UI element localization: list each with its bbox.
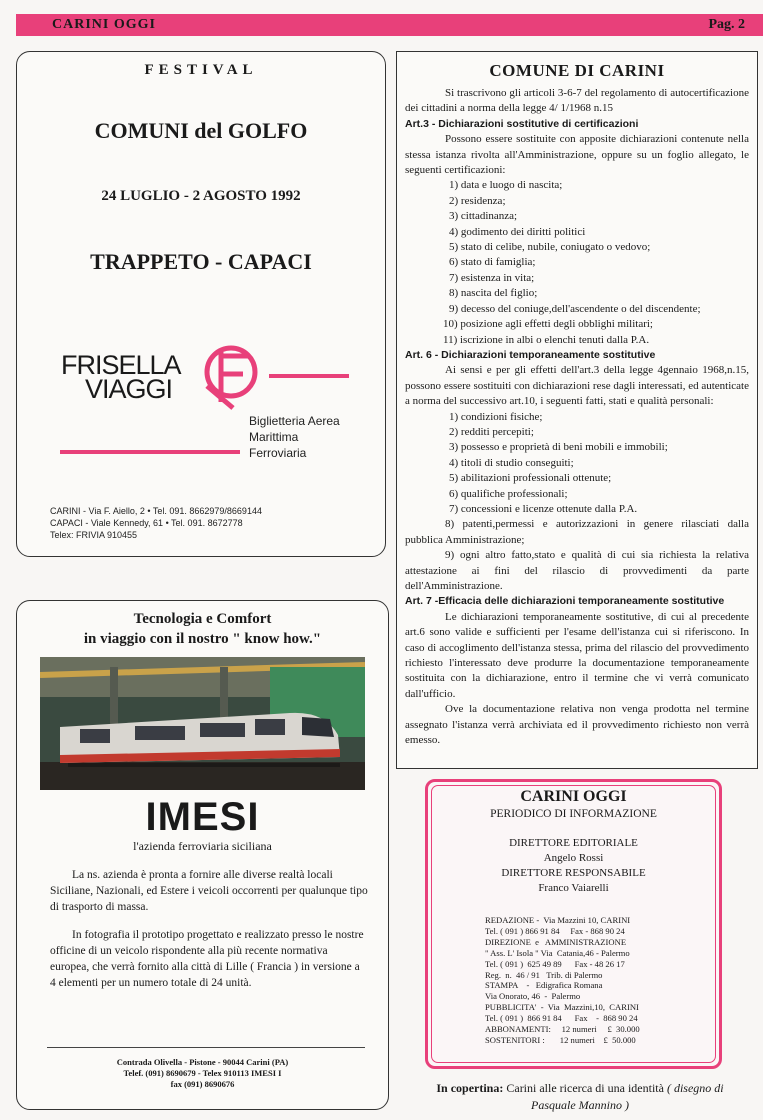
imesi-contact-3: fax (091) 8690676: [170, 1079, 235, 1089]
art7-text-1: Le dichiarazioni temporaneamente sostitutive, di cui al precedente art.6 sono valide e sufficienti per l'esame dell'istanza cui si riferiscono. In caso di accoglimento dell'istanza stessa, prima del rilascio del provvedimento richiesto l'interessato deve produrre la documentazione temporaneamente sostituita con la dichiarazione, entro il termine che vi verrà comunicato dall'ufficio.: [405, 610, 749, 700]
imesi-divider: [47, 1047, 365, 1048]
festival-place: TRAPPETO - CAPACI: [90, 249, 312, 274]
service-1: Biglietteria Aerea: [249, 414, 340, 428]
art6-item-8: 8) patenti,permessi e autorizzazioni in genere rilasciati dalla pubblica Amministrazione;: [405, 518, 749, 546]
cover-label: In copertina:: [436, 1081, 504, 1095]
cover-caption: [435, 1080, 725, 1114]
art6-item: 2) redditi percepiti;: [449, 425, 534, 438]
art3-item: 10) posizione agli effetti degli obblighi militari;: [443, 318, 653, 331]
art3-item: 5) stato di celibe, nubile, coniugato o vedovo;: [449, 241, 651, 254]
festival-ad: [16, 51, 386, 557]
art3-item: 2) residenza;: [449, 194, 506, 207]
art3-item: 8) nascita del figlio;: [449, 287, 538, 300]
art6-item: 6) qualifiche professionali;: [449, 487, 568, 500]
colophon-box: [425, 779, 722, 1069]
page-number: Pag. 2: [708, 17, 745, 32]
logo-line-1: FRISELLA: [61, 350, 181, 380]
art3-item: 9) decesso del coniuge,dell'ascendente o del discendente;: [449, 302, 701, 315]
art6-item-9: 9) ogni altro fatto,stato e qualità di cui sia richiesta la relativa attestazione ai fini del rilascio di provvedimenti da parte dell'Amministrazione.: [405, 549, 749, 592]
art3-item: 3) cittadinanza;: [449, 210, 518, 223]
imesi-contact-2: Telef. (091) 8690679 - Telex 910113 IMESI I: [123, 1068, 282, 1078]
responsible-director-name: Franco Vaiarelli: [538, 882, 609, 894]
comune-intro: Si trascrivono gli articoli 3-6-7 del regolamento di autocertificazione dei cittadini a norma della legge 4/ 1/1968 n.15: [405, 87, 749, 115]
art6-title: Art. 6 - Dichiarazioni temporaneamente sostitutive: [405, 348, 656, 361]
art3-text: Possono essere sostituite con apposite dichiarazioni contenute nella stessa istanza rivolta all'Amministrazione, oppure su un foglio allegato, le seguenti certificazioni:: [405, 133, 749, 177]
art6-text: Ai sensi e per gli effetti dell'art.3 della legge 4gennaio 1968,n.15, possono essere sostituiti con dichiarazioni rese dagli interessati, ed autenticate a norma del successivo art.10, i seguenti fatti, stati e qualità personali:: [405, 364, 749, 408]
train-photo: [40, 657, 365, 790]
services-pink-rule: [60, 450, 240, 454]
address-line-3: Telex: FRIVIA 910455: [50, 530, 138, 540]
service-2: Marittima: [249, 430, 299, 444]
imesi-headline-1: Tecnologia e Comfort: [133, 611, 272, 627]
imesi-contact: [17, 1057, 388, 1090]
art3-item: 6) stato di famiglia;: [449, 256, 536, 269]
colophon-subtitle: PERIODICO DI INFORMAZIONE: [490, 808, 657, 820]
art6-item: 1) condizioni fisiche;: [449, 410, 543, 423]
festival-dates: 24 LUGLIO - 2 AGOSTO 1992: [101, 188, 301, 204]
header-band: [16, 14, 763, 36]
art3-item: 7) esistenza in vita;: [449, 271, 535, 284]
art6-item: 7) concessioni e licenze ottenute dalla P.A.: [449, 502, 638, 515]
colophon-title: CARINI OGGI: [520, 788, 627, 805]
colophon-details: REDAZIONE - Via Mazzini 10, CARINI Tel. ( 091 ) 866 91 84 Fax - 868 90 24 DIREZIONE e AMMINISTRAZIONE " Ass. L' Isola " Via Catania,46 - Palermo Tel. ( 091 ) 625 49 89 Fax - 48 26 17 Reg. n. 46 / 91 Trib. di Palermo STAMPA - Edigrafica Romana Via Onorato, 46 - Palermo PUBBLICITA' - Via Mazzini,10, CARINI Tel. ( 091 ) 866 91 84 Fax - 868 90 24 ABBONAMENTI: 12 numeri £ 30.000 SOSTENITORI : 12 numeri £ 50.000: [485, 915, 640, 1045]
train-illustration: [40, 657, 365, 790]
festival-label: FESTIVAL: [144, 62, 258, 78]
editorial-director-name: Angelo Rossi: [543, 852, 604, 864]
address-line-1: CARINI - Via F. Aiello, 2 • Tel. 091. 8662979/8669144: [50, 506, 262, 516]
editorial-director-label: DIRETTORE EDITORIALE: [509, 837, 638, 849]
service-3: Ferroviaria: [249, 446, 307, 460]
art7-text-2: Ove la documentazione relativa non venga prodotta nel termine assegnato l'istanza verrà archiviata ed il provvedimento richiesto non verrà emesso.: [405, 703, 749, 747]
imesi-logo: IMESI: [145, 795, 260, 839]
frisella-viaggi-logo: [55, 342, 355, 412]
fv-monogram-icon: [193, 342, 273, 410]
art6-item: 4) titoli di studio conseguiti;: [449, 456, 574, 469]
responsible-director-label: DIRETTORE RESPONSABILE: [501, 867, 646, 879]
imesi-paragraph-2: In fotografia il prototipo progettato e realizzato presso le nostre officine di un veicolo rispondente alla più recente normativa europea, che verrà fornito alla città di Lille ( Francia ) in versione a 4 elementi per un numero totale di 24 unità.: [50, 929, 364, 989]
comune-title: COMUNE DI CARINI: [489, 61, 665, 80]
comune-body: [405, 86, 749, 748]
imesi-headline: [17, 609, 388, 649]
art3-item: 4) godimento dei diritti politici: [449, 225, 586, 238]
imesi-subtitle: l'azienda ferroviaria siciliana: [133, 839, 272, 853]
imesi-contact-1: Contrada Olivella - Pistone - 90044 Carini (PA): [116, 1057, 289, 1067]
address-line-2: CAPACI - Viale Kennedy, 61 • Tel. 091. 8672778: [50, 518, 243, 528]
art3-title: Art.3 - Dichiarazioni sostitutive di certificazioni: [405, 117, 639, 130]
art6-item: 5) abilitazioni professionali ottenute;: [449, 472, 612, 485]
imesi-paragraph-1: La ns. azienda è pronta a fornire alle diverse realtà locali Siciliane, Nazionali, ed Estere i veicoli occorrenti per qualunque tipo di trasporto di massa.: [50, 869, 368, 913]
art7-title: Art. 7 -Efficacia delle dichiarazioni temporaneamente sostitutive: [405, 595, 725, 608]
festival-title: COMUNI del GOLFO: [94, 118, 308, 143]
logo-pink-rule: [269, 374, 349, 378]
imesi-headline-2: in viaggio con il nostro " know how.": [83, 631, 322, 647]
art3-item: 1) data e luogo di nascita;: [449, 179, 563, 192]
art6-item: 3) possesso e proprietà di beni mobili e immobili;: [449, 441, 668, 454]
imesi-ad: [16, 600, 389, 1110]
art3-item: 11) iscrizione in albi o elenchi tenuti dalla P.A.: [443, 333, 650, 346]
logo-line-2: VIAGGI: [85, 374, 173, 404]
cover-credit: ( disegno di Pasquale Mannino ): [531, 1081, 724, 1112]
cover-text: Carini alle ricerca di una identità: [503, 1081, 667, 1095]
comune-article: [396, 51, 758, 769]
publication-title: CARINI OGGI: [52, 17, 156, 32]
